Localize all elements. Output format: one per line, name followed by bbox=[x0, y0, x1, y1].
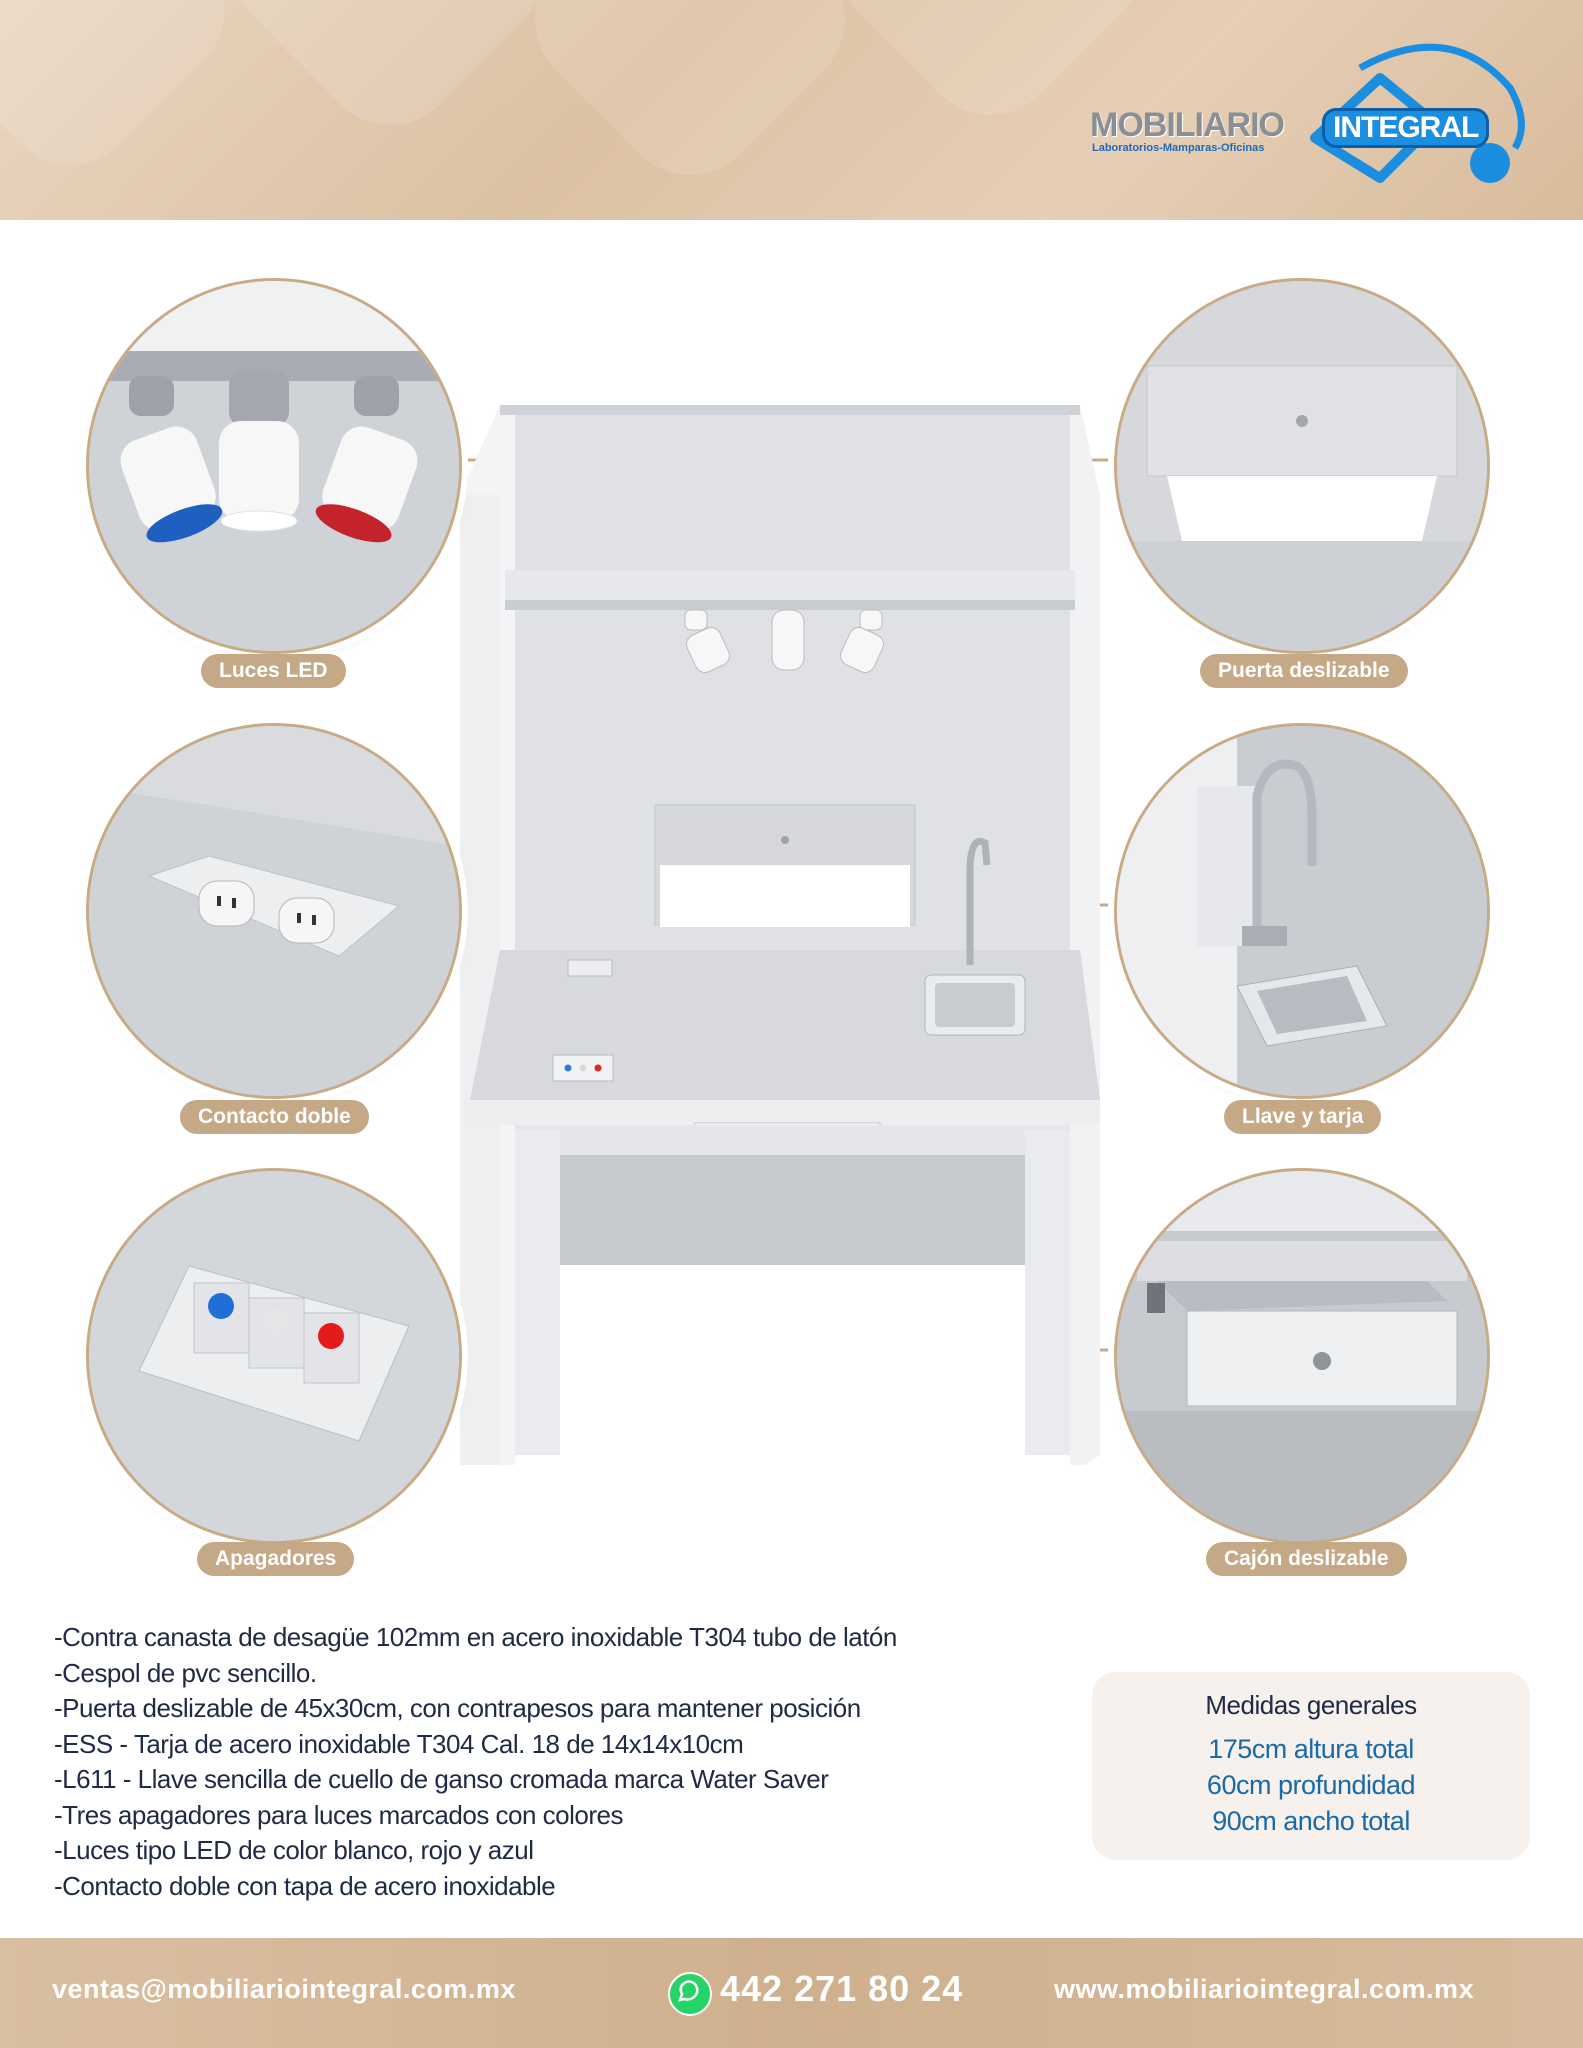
spec-item: -Puerta deslizable de 45x30cm, con contrapesos para mantener posición bbox=[54, 1693, 861, 1723]
double-outlet-detail-image bbox=[89, 726, 459, 1096]
spec-item: -Tres apagadores para luces marcados con colores bbox=[54, 1799, 623, 1830]
spec-item: -Contra canasta de desagüe 102mm en acero inoxidable T304 tubo de latón bbox=[54, 1622, 897, 1652]
detail-puerta-deslizable bbox=[1114, 278, 1490, 654]
dimension-height: 175cm altura total bbox=[1208, 1734, 1414, 1764]
detail-luces-led bbox=[86, 278, 462, 654]
footer-email-link[interactable]: ventas@mobiliariointegral.com.mx bbox=[52, 1974, 516, 2004]
spec-item: -Contacto doble con tapa de acero inoxidable bbox=[54, 1870, 556, 1901]
label-puerta-deslizable: Puerta deslizable bbox=[1200, 654, 1408, 688]
label-luces-led: Luces LED bbox=[201, 654, 346, 688]
faucet-sink-detail-image bbox=[1117, 726, 1487, 1096]
logo-text-mobiliario: MOBILIARIO bbox=[1090, 106, 1284, 144]
dimensions-title: Medidas generales bbox=[1205, 1690, 1417, 1720]
company-logo bbox=[1090, 28, 1530, 198]
header-band bbox=[0, 0, 1583, 220]
drawer-detail-image bbox=[1117, 1171, 1487, 1541]
logo-text-integral: INTEGRAL bbox=[1322, 108, 1489, 148]
label-contacto-doble: Contacto doble bbox=[180, 1100, 369, 1134]
whatsapp-icon bbox=[668, 1972, 712, 2016]
phone-number: 442 271 80 24 bbox=[720, 1968, 964, 2009]
spec-item: -ESS - Tarja de acero inoxidable T304 Cal. 18 de 14x14x10cm bbox=[54, 1728, 744, 1759]
sliding-door-detail-image bbox=[1117, 281, 1487, 651]
header-pattern bbox=[206, 0, 574, 154]
logo-tagline: Laboratorios-Mamparas-Oficinas bbox=[1092, 142, 1265, 154]
switches-detail-image bbox=[89, 1171, 459, 1541]
label-cajon-deslizable: Cajón deslizable bbox=[1206, 1542, 1407, 1576]
specifications-list bbox=[54, 1620, 1064, 1904]
dimension-depth: 60cm profundidad bbox=[1206, 1770, 1416, 1800]
label-llave-tarja: Llave y tarja bbox=[1224, 1100, 1381, 1134]
spec-item: -Luces tipo LED de color blanco, rojo y azul bbox=[54, 1835, 534, 1865]
product-showcase bbox=[0, 220, 1583, 1610]
footer-website-link[interactable]: www.mobiliariointegral.com.mx bbox=[1054, 1974, 1475, 2004]
detail-cajon-deslizable bbox=[1114, 1168, 1490, 1544]
label-apagadores: Apagadores bbox=[197, 1542, 354, 1576]
laboratory-cabinet-illustration bbox=[460, 395, 1120, 1475]
led-lights-detail-image bbox=[89, 281, 459, 651]
detail-apagadores bbox=[86, 1168, 462, 1544]
spec-item: -L611 - Llave sencilla de cuello de ganso cromada marca Water Saver bbox=[54, 1764, 829, 1794]
spec-item: -Cespol de pvc sencillo. bbox=[54, 1657, 317, 1688]
header-pattern bbox=[0, 0, 254, 194]
detail-llave-tarja bbox=[1114, 723, 1490, 1099]
detail-contacto-doble bbox=[86, 723, 462, 1099]
header-pattern bbox=[506, 0, 874, 204]
dimensions-box bbox=[1092, 1672, 1530, 1860]
dimension-width: 90cm ancho total bbox=[1212, 1806, 1410, 1836]
footer-band bbox=[0, 1938, 1583, 2048]
